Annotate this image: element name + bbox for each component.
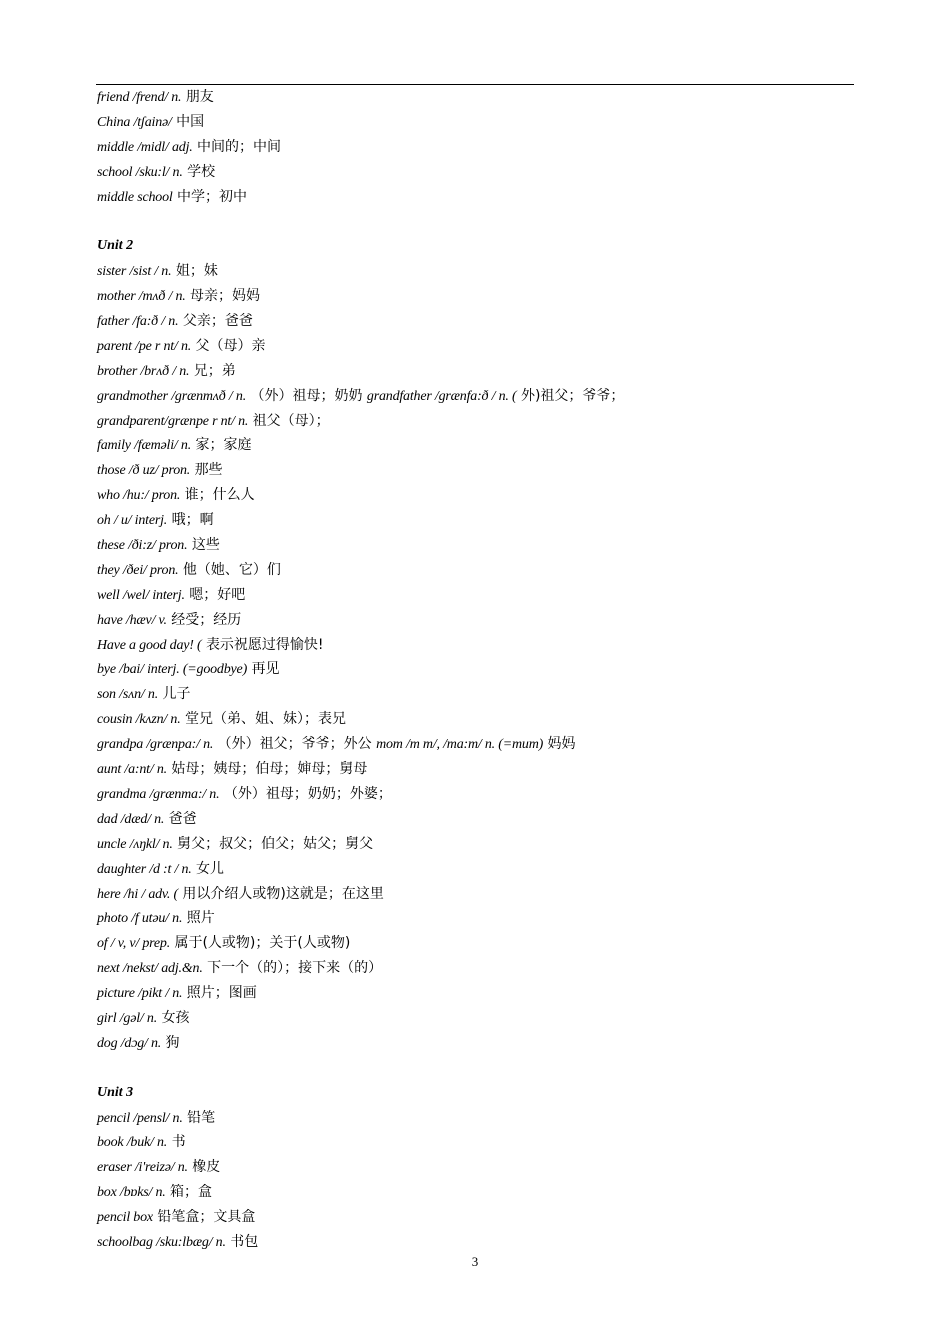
chinese-meaning: 嗯；好吧 (189, 586, 246, 603)
chinese-meaning: 表示祝愿过得愉快! (205, 636, 324, 653)
vocab-entry (97, 633, 857, 658)
vocab-entry (97, 1155, 857, 1180)
chinese-meaning: 哦；啊 (171, 512, 214, 529)
chinese-meaning: 橡皮 (192, 1159, 221, 1176)
vocab-entry (97, 1106, 857, 1131)
chinese-meaning: 铅笔 (187, 1109, 216, 1126)
chinese-meaning: 中国 (176, 113, 205, 130)
vocab-entry (97, 1006, 857, 1031)
chinese-meaning: 书包 (230, 1233, 259, 1250)
chinese-meaning: 中间的；中间 (197, 138, 282, 155)
vocab-entry (97, 608, 857, 633)
english-term: grandmother /grænmʌð / n. (97, 388, 247, 404)
vocab-entry (97, 85, 857, 110)
vocab-entry (97, 707, 857, 732)
chinese-meaning: 家；家庭 (195, 437, 252, 454)
english-term: pencil /pensl/ n. (97, 1110, 183, 1126)
vocab-entry (97, 1230, 857, 1255)
vocab-entry (97, 458, 857, 483)
english-term: cousin /kʌzn/ n. (97, 712, 181, 728)
vocab-entry (97, 807, 857, 832)
english-term: middle /midl/ adj. (97, 139, 193, 155)
page-number: 3 (471, 1254, 479, 1269)
english-term: well /wel/ interj. (97, 587, 185, 603)
vocab-entry (97, 782, 857, 807)
top-entries (97, 85, 857, 209)
vocab-entry (97, 757, 857, 782)
chinese-meaning: 再见 (251, 661, 280, 678)
vocab-entry (97, 1180, 857, 1205)
chinese-meaning: 爸爸 (168, 810, 197, 827)
english-term: son /sʌn/ n. (97, 687, 158, 703)
vocab-entry (97, 508, 857, 533)
english-term: daughter /d :t / n. (97, 861, 192, 877)
english-term: photo /f utəu/ n. (97, 911, 183, 927)
chinese-meaning: 箱；盒 (170, 1184, 213, 1201)
chinese-meaning: 中学；初中 (177, 188, 248, 205)
english-term: book /buk/ n. (97, 1135, 168, 1151)
english-term: brother /brʌð / n. (97, 363, 190, 379)
english-term: picture /pikt / n. (97, 986, 183, 1002)
english-term: next /nekst/ adj.&n. (97, 961, 203, 977)
vocab-entry (97, 1205, 857, 1230)
chinese-meaning: 女孩 (161, 1009, 190, 1026)
vocab-entry (97, 259, 857, 284)
vocab-entry (97, 359, 857, 384)
vocab-entry (97, 682, 857, 707)
vocab-entry (97, 284, 857, 309)
english-term: here /hi / adv. ( (97, 886, 178, 902)
chinese-meaning: 这些 (191, 537, 220, 554)
vocab-entry (97, 135, 857, 160)
vocab-entry (97, 1031, 857, 1056)
vocab-entry (97, 384, 857, 409)
english-term: who /hu:/ pron. (97, 488, 181, 504)
chinese-meaning: 姐；妹 (175, 263, 218, 280)
english-term: Have a good day! ( (97, 637, 202, 653)
vocabulary-list (97, 85, 857, 1255)
english-term: family /fæməli/ n. (97, 438, 192, 454)
chinese-meaning: 用以介绍人或物)这就是；在这里 (182, 885, 384, 902)
vocab-entry (97, 857, 857, 882)
vocab-entry (97, 732, 857, 757)
english-term: parent /pe r nt/ n. (97, 338, 192, 354)
chinese-meaning: 父亲；爸爸 (182, 313, 253, 330)
english-term: school /sku:l/ n. (97, 164, 183, 180)
english-term: friend /frend/ n. (97, 90, 182, 105)
english-term: schoolbag /sku:lbæg/ n. (97, 1234, 226, 1250)
english-term: grandpa /grænpa:/ n. (97, 737, 214, 753)
english-term: grandfather /grænfa:ð / n. ( (366, 388, 517, 404)
english-term: China /tʃainə/ (97, 114, 172, 130)
english-term: girl /gəl/ n. (97, 1010, 158, 1026)
chinese-meaning: 祖父（母）； (252, 412, 330, 429)
english-term: they /ðei/ pron. (97, 562, 179, 578)
chinese-meaning: 那些 (194, 462, 223, 479)
chinese-meaning: 狗 (165, 1034, 180, 1051)
unit-3-heading: Unit 3 (97, 1084, 134, 1100)
english-term: dog /dɔg/ n. (97, 1035, 162, 1051)
english-term: mother /mʌð / n. (97, 289, 186, 305)
chinese-meaning: 兄；弟 (193, 362, 236, 379)
vocab-entry (97, 1130, 857, 1155)
chinese-meaning: 儿子 (162, 686, 191, 703)
vocab-entry (97, 160, 857, 185)
vocab-entry (97, 483, 857, 508)
section-gap (97, 209, 857, 234)
chinese-meaning: 照片；图画 (186, 985, 257, 1002)
vocab-entry (97, 334, 857, 359)
chinese-meaning: 妈妈 (547, 736, 576, 753)
english-term: these /ði:z/ pron. (97, 538, 188, 554)
chinese-meaning: 堂兄（弟、姐、妹）；表兄 (184, 711, 346, 728)
vocab-entry (97, 110, 857, 135)
unit-2-entries (97, 259, 857, 1056)
vocab-entry (97, 558, 857, 583)
vocab-entry (97, 906, 857, 931)
unit-3-entries (97, 1106, 857, 1255)
chinese-meaning: 舅父；叔父；伯父；姑父；舅父 (177, 835, 374, 852)
vocab-entry (97, 185, 857, 210)
english-term: dad /dæd/ n. (97, 811, 165, 827)
chinese-meaning: 铅笔盒；文具盒 (157, 1209, 256, 1226)
vocab-entry (97, 956, 857, 981)
unit-2-heading: Unit 2 (97, 238, 134, 254)
vocab-entry (97, 409, 857, 434)
vocab-entry (97, 309, 857, 334)
english-term: grandma /grænma:/ n. (97, 786, 220, 802)
english-term: mom /m m/, /ma:m/ n. (=mum) (376, 737, 544, 753)
chinese-meaning: 姑母；姨母；伯母；婶母；舅母 (171, 761, 368, 778)
chinese-meaning: 朋友 (185, 89, 214, 105)
english-term: oh / u/ interj. (97, 513, 168, 529)
english-term: sister /sist / n. (97, 264, 172, 280)
vocab-entry (97, 832, 857, 857)
english-term: uncle /ʌŋkl/ n. (97, 836, 173, 852)
chinese-meaning: 书 (171, 1134, 186, 1151)
chinese-meaning: 属于(人或物)；关于(人或物) (174, 935, 351, 952)
english-term: those /ð uz/ pron. (97, 463, 191, 479)
chinese-meaning: 照片 (186, 910, 215, 927)
english-term: grandparent/grænpe r nt/ n. (97, 413, 249, 429)
vocab-entry (97, 657, 857, 682)
chinese-meaning: 女儿 (196, 860, 225, 877)
chinese-meaning: 他（她、它）们 (182, 561, 281, 578)
chinese-meaning: （外）祖母；奶奶；外婆； (223, 785, 392, 802)
english-term: box /bɒks/ n. (97, 1185, 166, 1201)
english-term: bye /bai/ interj. (=goodbye) (97, 662, 248, 678)
english-term: of / v, v/ prep. (97, 936, 171, 952)
english-term: middle school (97, 189, 173, 205)
vocab-entry (97, 931, 857, 956)
vocab-entry (97, 583, 857, 608)
english-term: pencil box (97, 1210, 153, 1226)
chinese-meaning: （外）祖母；奶奶 (250, 387, 363, 404)
vocab-entry (97, 433, 857, 458)
chinese-meaning: 经受；经历 (171, 611, 242, 628)
chinese-meaning: 学校 (187, 163, 216, 180)
section-gap (97, 1056, 857, 1081)
english-term: have /hæv/ v. (97, 612, 167, 628)
english-term: eraser /i'reizə/ n. (97, 1160, 188, 1176)
vocab-entry (97, 533, 857, 558)
chinese-meaning: 外)祖父；爷爷； (520, 387, 625, 404)
chinese-meaning: 母亲；妈妈 (190, 288, 261, 305)
chinese-meaning: 父（母）亲 (195, 337, 266, 354)
english-term: father /fa:ð / n. (97, 314, 179, 330)
chinese-meaning: 谁；什么人 (184, 487, 255, 504)
chinese-meaning: （外）祖父；爷爷；外公 (217, 736, 372, 753)
vocab-entry (97, 981, 857, 1006)
chinese-meaning: 下一个（的）；接下来（的） (207, 960, 383, 977)
english-term: aunt /a:nt/ n. (97, 762, 167, 778)
vocab-entry (97, 882, 857, 907)
